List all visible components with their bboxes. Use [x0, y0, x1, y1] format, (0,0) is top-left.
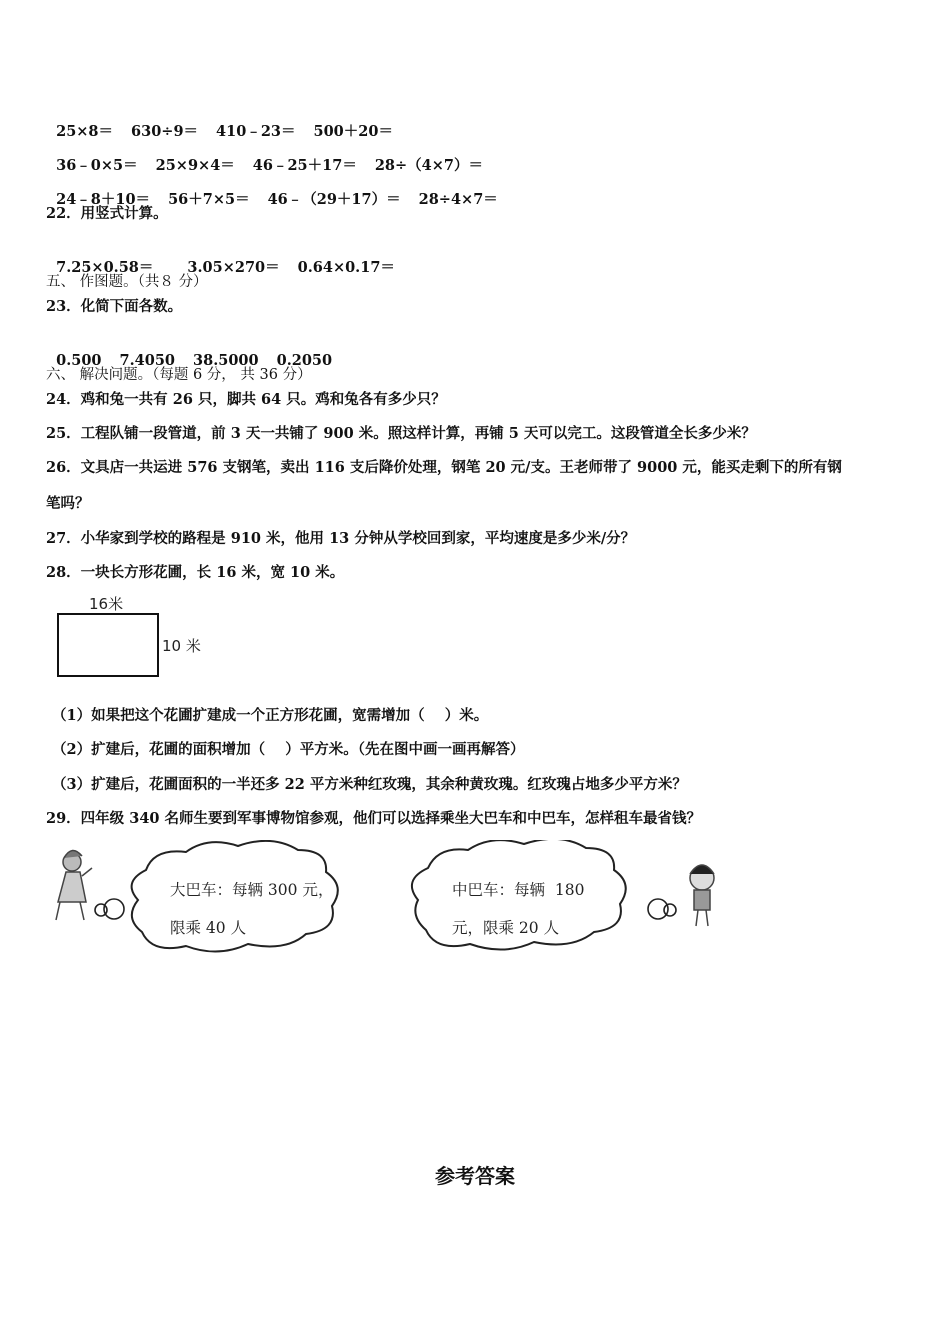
calc-item: 25×9×4＝: [155, 157, 235, 174]
bus-medium-line-2: 元，限乘 20 人: [452, 919, 560, 937]
q27: 27．小华家到学校的路程是 910 米，他用 13 分钟从学校回到家，平均速度是多少米/分？: [46, 530, 636, 547]
garden-rectangle-figure: [56, 593, 216, 683]
calc-item: 630÷9＝: [131, 123, 199, 140]
number-item: 0.2050: [276, 352, 333, 369]
q23-title: 23．化简下面各数。: [46, 298, 183, 315]
boy-icon: [690, 865, 714, 926]
number-item: 0.500: [56, 352, 102, 369]
answer-heading: 参考答案: [435, 1164, 515, 1188]
q26-line-2: 笔吗？: [46, 495, 90, 512]
q28-title: 28．一块长方形花圃，长 16 米，宽 10 米。: [46, 564, 345, 581]
width-label: 10 米: [162, 637, 201, 655]
q24: 24．鸡和兔一共有 26 只，脚共 64 只。鸡和兔各有多少只？: [46, 391, 446, 408]
q22-title: 22．用竖式计算。: [46, 205, 168, 222]
length-label: 16米: [89, 595, 124, 613]
calc-item: 46﹣25＋17＝: [252, 157, 357, 174]
calc-item: 46﹣（29＋17）＝: [267, 191, 401, 208]
bus-large-line-2: 限乘 40 人: [170, 919, 247, 937]
number-item: 7.4050: [119, 352, 176, 369]
calc-item: 0.64×0.17＝: [297, 259, 395, 276]
q29-illustration: [46, 840, 746, 980]
number-item: 38.5000: [193, 352, 259, 369]
q25: 25．工程队铺一段管道，前 3 天一共铺了 900 米。照这样计算，再铺 5 天可以完工。这段管道全长多少米？: [46, 425, 756, 442]
section-6-title: 六、 解决问题。（每题 6 分， 共 36 分）: [46, 367, 312, 383]
garden-rectangle: [57, 613, 159, 677]
q29-title: 29．四年级 340 名师生要到军事博物馆参观，他们可以选择乘坐大巴车和中巴车，怎样租车最省钱？: [46, 810, 702, 827]
calc-item: 24﹣8＋10＝: [56, 191, 151, 208]
q28-sub-2: （2）扩建后，花圃的面积增加（ ）平方米。（先在图中画一画再解答）: [52, 741, 525, 758]
bus-large-line-1: 大巴车：每辆 300 元，: [170, 881, 334, 899]
girl-icon: [56, 850, 92, 920]
bubble-dot: [648, 899, 668, 919]
calc-item: 7.25×0.58＝: [56, 259, 154, 276]
calc-item: 25×8＝: [56, 123, 114, 140]
calc-item: 28÷（4×7）＝: [374, 157, 483, 174]
calc-item: 56＋7×5＝: [168, 191, 250, 208]
calc-item: 36﹣0×5＝: [56, 157, 138, 174]
q28-sub-3: （3）扩建后，花圃面积的一半还多 22 平方米种红玫瑰，其余种黄玫瑰。红玫瑰占地多少平方米？: [52, 776, 687, 793]
bubble-dot: [664, 904, 676, 916]
calc-item: 28÷4×7＝: [418, 191, 498, 208]
calc-item: 3.05×270＝: [187, 259, 280, 276]
calc-item: 410﹣23＝: [216, 123, 296, 140]
q28-sub-1: （1）如果把这个花圃扩建成一个正方形花圃，宽需增加（ ）米。: [52, 707, 489, 724]
q26-line-1: 26．文具店一共运进 576 支钢笔，卖出 116 支后降价处理，钢笔 20 元/支。王老师带了 9000 元，能买走剩下的所有钢: [46, 459, 842, 476]
calc-item: 500＋20＝: [313, 123, 393, 140]
section-5-title: 五、 作图题。（共８ 分）: [46, 274, 208, 290]
thought-bubbles-svg: [46, 840, 746, 980]
bus-medium-line-1: 中巴车：每辆 180: [452, 881, 585, 899]
